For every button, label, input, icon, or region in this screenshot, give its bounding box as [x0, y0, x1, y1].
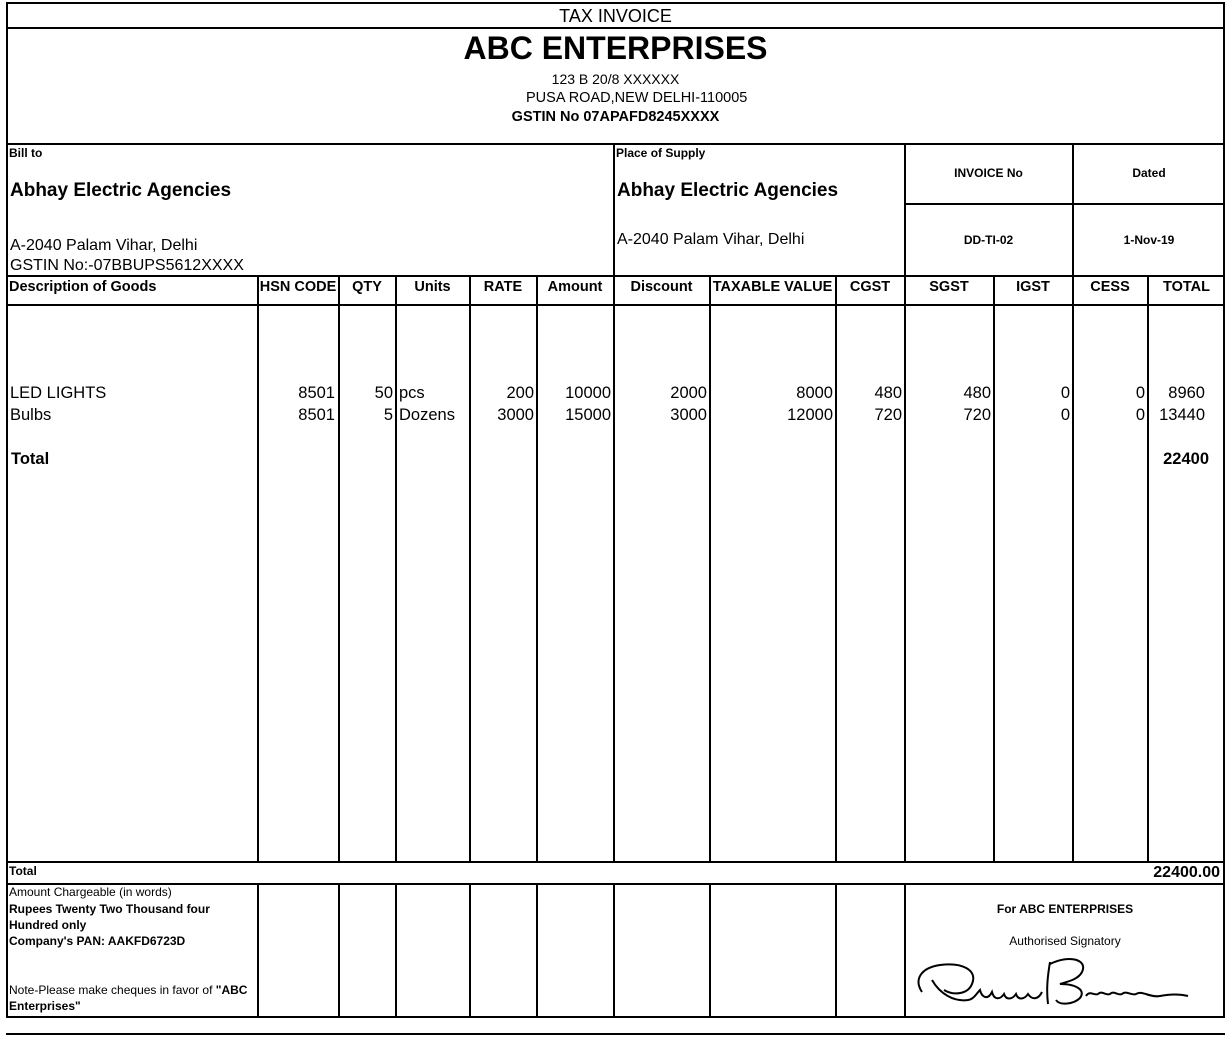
col-header-total: TOTAL	[1163, 279, 1210, 295]
col-header-hsn: HSN CODE	[259, 279, 337, 295]
col-header-cgst: CGST	[849, 279, 891, 295]
table-cell: 5	[383, 406, 393, 424]
bill-to-address: A-2040 Palam Vihar, Delhi	[10, 237, 198, 254]
col-header-taxable-value: TAXABLE VALUE	[712, 279, 833, 295]
place-of-supply-address: A-2040 Palam Vihar, Delhi	[617, 231, 805, 248]
table-cell: 12000	[787, 406, 833, 424]
col-header-units: Units	[414, 279, 451, 295]
table-cell: 8960	[1168, 384, 1205, 402]
amount-words-label: Amount Chargeable (in words)	[9, 885, 172, 899]
bill-to-gstin: GSTIN No:-07BBUPS5612XXXX	[10, 257, 244, 274]
table-cell: 0	[1135, 406, 1145, 424]
cheque-note-prefix: Note-Please make cheques in favor of	[9, 983, 216, 997]
table-total-label: Total	[11, 450, 50, 468]
bill-to-label: Bill to	[9, 146, 43, 160]
amount-words-line1: Rupees Twenty Two Thousand four	[9, 902, 210, 916]
signature	[910, 950, 1200, 1016]
col-header-sgst: SGST	[929, 279, 969, 295]
company-address-line2: PUSA ROAD,NEW DELHI-110005	[526, 90, 748, 106]
company-pan: Company's PAN: AAKFD6723D	[9, 934, 186, 948]
table-cell: 720	[963, 406, 991, 424]
company-name: ABC ENTERPRISES	[463, 30, 768, 66]
invoice-no-value: DD-TI-02	[963, 233, 1014, 247]
col-header-cess: CESS	[1090, 279, 1130, 295]
document-title: TAX INVOICE	[559, 6, 672, 26]
footer-total-label: Total	[9, 864, 37, 878]
table-cell: 8000	[796, 384, 833, 402]
table-cell: pcs	[399, 384, 425, 402]
table-cell: 480	[874, 384, 902, 402]
table-cell: Bulbs	[10, 406, 52, 424]
col-header-igst: IGST	[1016, 279, 1050, 295]
table-cell: 720	[874, 406, 902, 424]
authorised-signatory: Authorised Signatory	[1009, 934, 1121, 948]
col-header-description: Description of Goods	[9, 279, 157, 295]
table-total-value: 22400	[1163, 450, 1209, 468]
col-header-discount: Discount	[630, 279, 693, 295]
company-gstin: GSTIN No 07APAFD8245XXXX	[511, 109, 720, 125]
table-cell: 50	[374, 384, 393, 402]
table-cell: 0	[1060, 406, 1070, 424]
place-of-supply-name: Abhay Electric Agencies	[617, 180, 839, 201]
table-cell: 0	[1060, 384, 1070, 402]
table-cell: 8501	[298, 406, 335, 424]
table-cell: 200	[506, 384, 534, 402]
table-cell: 10000	[565, 384, 611, 402]
for-company: For ABC ENTERPRISES	[996, 902, 1134, 916]
table-cell: 0	[1135, 384, 1145, 402]
table-cell: 15000	[565, 406, 611, 424]
table-cell: 3000	[497, 406, 534, 424]
table-cell: 8501	[298, 384, 335, 402]
col-header-rate: RATE	[483, 279, 523, 295]
table-cell: LED LIGHTS	[10, 384, 107, 402]
table-cell: 480	[963, 384, 991, 402]
table-cell: 3000	[670, 406, 707, 424]
cheque-note-line2: Enterprises"	[9, 999, 81, 1013]
col-header-qty: QTY	[352, 279, 382, 295]
col-header-amount: Amount	[547, 279, 603, 295]
table-cell: 13440	[1159, 406, 1205, 424]
cheque-note	[9, 983, 247, 997]
dated-label: Dated	[1132, 166, 1166, 180]
invoice-no-label: INVOICE No	[954, 166, 1023, 180]
table-cell: Dozens	[399, 406, 455, 424]
cheque-note-payee: "ABC	[215, 983, 248, 997]
place-of-supply-label: Place of Supply	[616, 146, 706, 160]
company-address-line1: 123 B 20/8 XXXXXX	[551, 71, 680, 87]
grand-total: 22400.00	[1153, 864, 1220, 881]
dated-value: 1-Nov-19	[1123, 233, 1175, 247]
table-cell: 2000	[670, 384, 707, 402]
bill-to-name: Abhay Electric Agencies	[10, 180, 232, 201]
amount-words-line2: Hundred only	[9, 918, 87, 932]
